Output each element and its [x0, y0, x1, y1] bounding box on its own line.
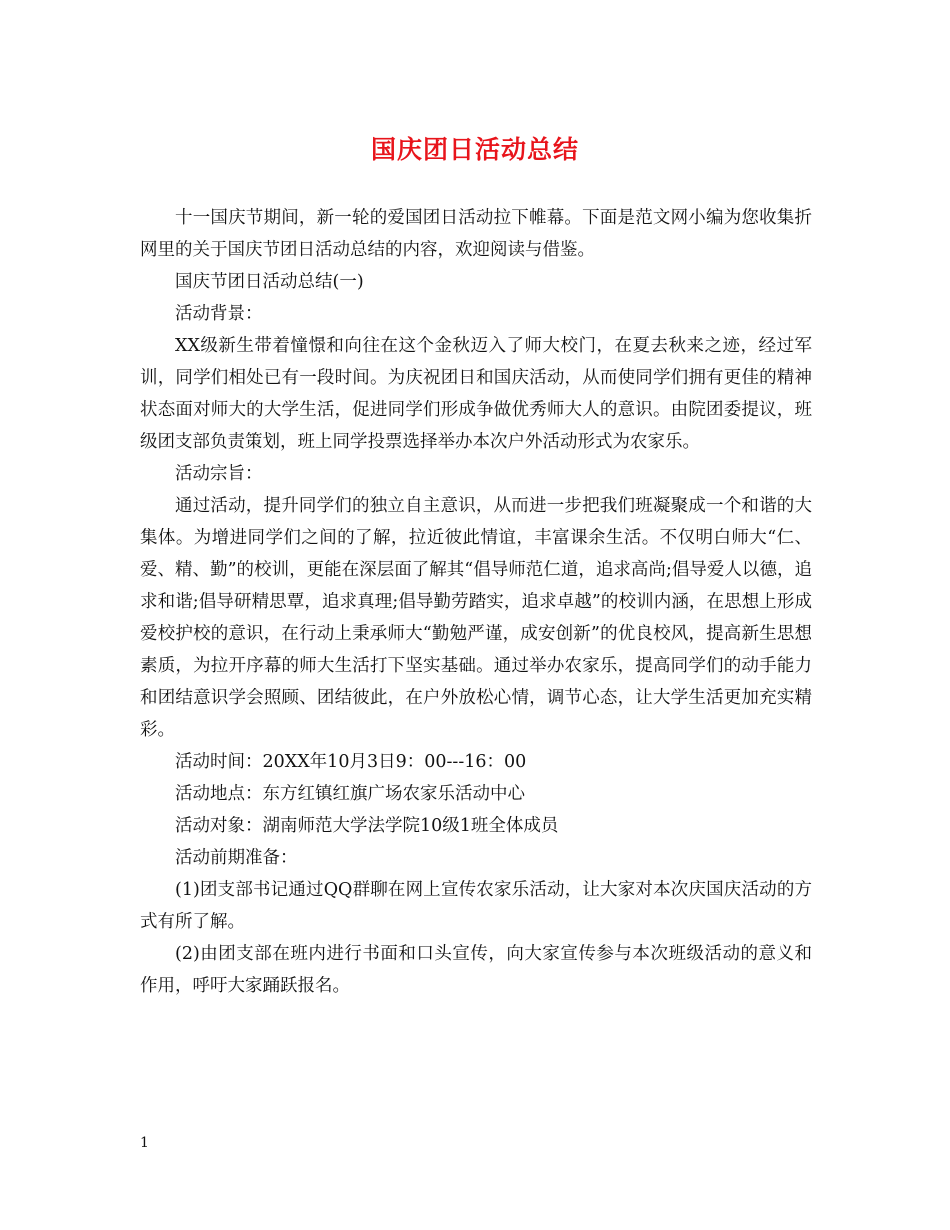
document-title: 国庆团日活动总结 — [370, 135, 579, 164]
section-heading: 国庆节团日活动总结(一) — [175, 272, 364, 292]
page-number: 1 — [140, 1135, 149, 1151]
paragraph-intro: 十一国庆节期间，新一轮的爱国团日活动拉下帷幕。下面是范文网小编为您收集折网里的关于国庆节团日活动总结的内容，欢迎阅读与借鉴。 — [140, 208, 812, 260]
preparation-item-2: (2)由团支部在班内进行书面和口头宣传，向大家宣传参与本次班级活动的意义和作用，呼吁大家踊跃报名。 — [140, 944, 812, 996]
label-preparation: 活动前期准备： — [175, 848, 298, 868]
activity-location: 活动地点：东方红镇红旗广场农家乐活动中心 — [175, 784, 525, 804]
preparation-item-1: (1)团支部书记通过QQ群聊在网上宣传农家乐活动，让大家对本次庆国庆活动的方式有所了解。 — [140, 880, 812, 932]
paragraph-background: XX级新生带着憧憬和向往在这个金秋迈入了师大校门，在夏去秋来之迹，经过军训，同学们相处已有一段时间。为庆祝团日和国庆活动，从而使同学们拥有更佳的精神状态面对师大的大学生活，促进同学们形成争做优秀师大人的意识。由院团委提议，班级团支部负责策划，班上同学投票选择举办本次户外活动形式为农家乐。 — [140, 336, 812, 452]
activity-participants: 活动对象：湖南师范大学法学院10级1班全体成员 — [175, 816, 559, 836]
label-purpose: 活动宗旨： — [175, 464, 263, 484]
document-body — [140, 202, 812, 1002]
paragraph-purpose: 通过活动，提升同学们的独立自主意识，从而进一步把我们班凝聚成一个和谐的大集体。为增进同学们之间的了解，拉近彼此情谊，丰富课余生活。不仅明白师大“仁、爱、精、勤”的校训，更能在深层面了解其“倡导师范仁道，追求高尚;倡导爱人以德，追求和谐;倡导研精思覃，追求真理;倡导勤劳踏实，追求卓越”的校训内涵，在思想上形成爱校护校的意识，在行动上秉承师大“勤勉严谨，成安创新”的优良校风，提高新生思想素质，为拉开序幕的师大生活打下坚实基础。通过举办农家乐，提高同学们的动手能力和团结意识学会照顾、团结彼此，在户外放松心情，调节心态，让大学生活更加充实精彩。 — [140, 496, 812, 740]
activity-time: 活动时间：20XX年10月3日9：00---16：00 — [175, 752, 527, 772]
label-background: 活动背景： — [175, 304, 263, 324]
